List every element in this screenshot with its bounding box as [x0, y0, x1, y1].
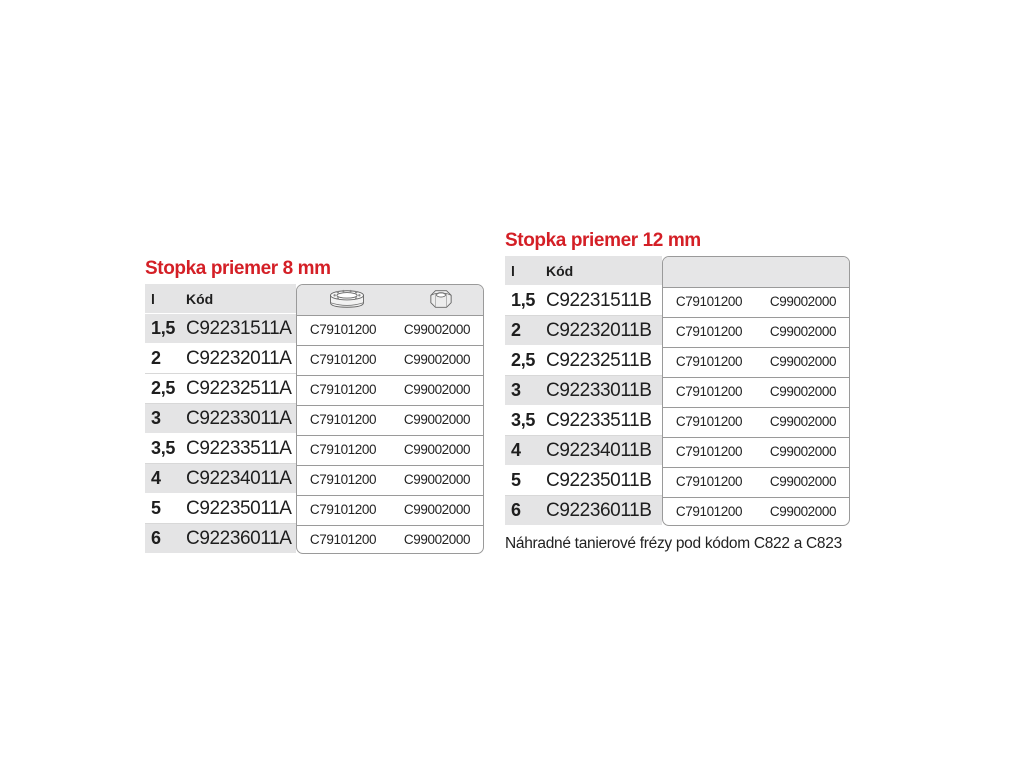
- column-header-kod: Kód: [178, 284, 296, 314]
- row-l: 1,5: [505, 286, 538, 316]
- row-kod: C92232011A: [178, 344, 296, 374]
- row-code-1: C79101200: [675, 443, 743, 459]
- code-columns-frame: [662, 256, 850, 526]
- row-code-1: C79101200: [675, 353, 743, 369]
- row-kod: C92233011B: [538, 376, 662, 406]
- row-kod: C92235011A: [178, 494, 296, 524]
- table-panel-8mm: [145, 254, 484, 554]
- row-code-2: C99002000: [769, 473, 837, 489]
- row-kod: C92233511B: [538, 406, 662, 436]
- row-code-2: C99002000: [403, 441, 471, 457]
- row-code-1: C79101200: [309, 381, 377, 397]
- product-table: [145, 284, 484, 554]
- row-code-2: C99002000: [769, 353, 837, 369]
- row-l: 3: [145, 404, 178, 434]
- row-l: 1,5: [145, 314, 178, 344]
- row-kod: C92236011B: [538, 496, 662, 526]
- row-l: 6: [145, 524, 178, 554]
- row-kod: C92234011A: [178, 464, 296, 494]
- row-code-1: C79101200: [309, 471, 377, 487]
- row-code-2: C99002000: [769, 383, 837, 399]
- row-l: 4: [145, 464, 178, 494]
- row-kod: C92232011B: [538, 316, 662, 346]
- row-code-2: C99002000: [769, 323, 837, 339]
- column-header-kod: Kód: [538, 256, 662, 286]
- row-code-2: C99002000: [769, 413, 837, 429]
- row-code-2: C99002000: [403, 411, 471, 427]
- row-l: 4: [505, 436, 538, 466]
- column-header-l: l: [505, 256, 538, 286]
- row-code-2: C99002000: [403, 531, 471, 547]
- row-code-2: C99002000: [769, 503, 837, 519]
- code-columns-frame: [296, 284, 484, 554]
- row-code-1: C79101200: [309, 501, 377, 517]
- row-kod: C92233511A: [178, 434, 296, 464]
- column-header-l: l: [145, 284, 178, 314]
- row-code-1: C79101200: [309, 411, 377, 427]
- row-code-1: C79101200: [675, 503, 743, 519]
- table-title: Stopka priemer 8 mm: [145, 258, 331, 279]
- table-panel-12mm: [505, 226, 850, 553]
- row-code-1: C79101200: [309, 351, 377, 367]
- row-code-1: C79101200: [309, 321, 377, 337]
- row-code-1: C79101200: [675, 293, 743, 309]
- row-kod: C92236011A: [178, 524, 296, 554]
- row-l: 6: [505, 496, 538, 526]
- row-l: 5: [145, 494, 178, 524]
- row-code-1: C79101200: [309, 531, 377, 547]
- bearing-icon: [325, 288, 369, 310]
- row-code-2: C99002000: [403, 501, 471, 517]
- row-l: 2: [505, 316, 538, 346]
- row-code-2: C99002000: [403, 471, 471, 487]
- row-kod: C92231511B: [538, 286, 662, 316]
- row-code-2: C99002000: [403, 351, 471, 367]
- row-code-1: C79101200: [675, 473, 743, 489]
- row-kod: C92234011B: [538, 436, 662, 466]
- row-code-1: C79101200: [675, 413, 743, 429]
- nut-icon: [427, 287, 455, 311]
- row-code-2: C99002000: [403, 381, 471, 397]
- row-code-2: C99002000: [769, 443, 837, 459]
- row-code-2: C99002000: [403, 321, 471, 337]
- row-l: 2,5: [505, 346, 538, 376]
- row-code-2: C99002000: [769, 293, 837, 309]
- row-kod: C92233011A: [178, 404, 296, 434]
- row-l: 3: [505, 376, 538, 406]
- row-code-1: C79101200: [675, 383, 743, 399]
- row-kod: C92235011B: [538, 466, 662, 496]
- product-table: [505, 256, 850, 526]
- row-l: 2: [145, 344, 178, 374]
- table-header-row: [145, 284, 484, 314]
- row-kod: C92232511A: [178, 374, 296, 404]
- row-code-1: C79101200: [309, 441, 377, 457]
- row-l: 5: [505, 466, 538, 496]
- row-kod: C92231511A: [178, 314, 296, 344]
- footnote: Náhradné tanierové frézy pod kódom C822 a C823: [505, 535, 842, 552]
- row-code-1: C79101200: [675, 323, 743, 339]
- row-l: 3,5: [145, 434, 178, 464]
- row-l: 3,5: [505, 406, 538, 436]
- row-kod: C92232511B: [538, 346, 662, 376]
- table-title: Stopka priemer 12 mm: [505, 230, 701, 251]
- row-l: 2,5: [145, 374, 178, 404]
- code-columns-header: [663, 257, 849, 288]
